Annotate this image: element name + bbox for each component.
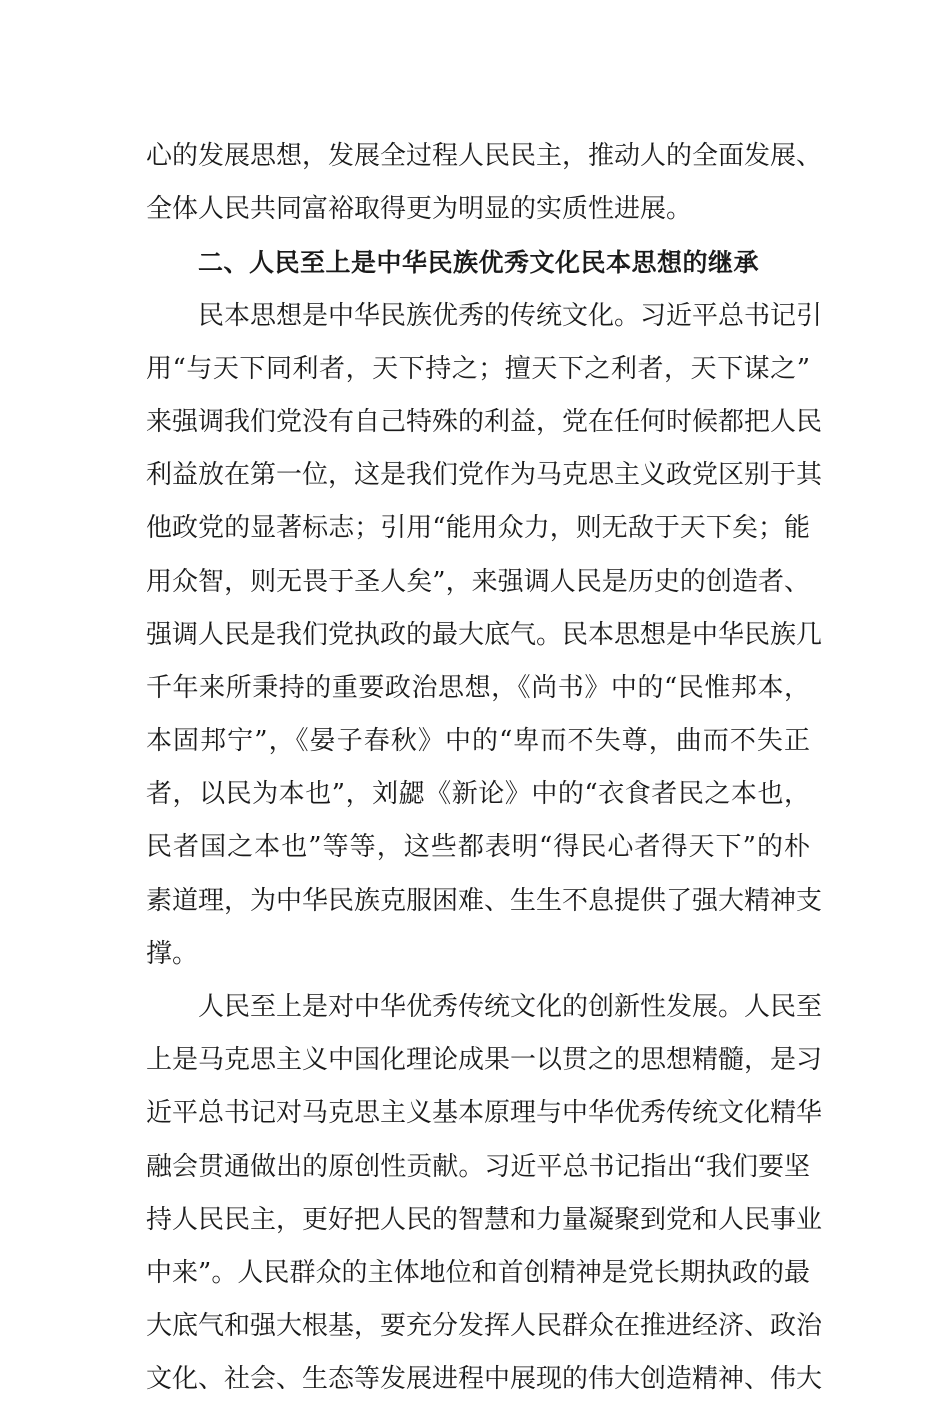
text-line: 民本思想是中华民族优秀的传统文化。习近平总书记引 <box>198 300 823 331</box>
text-line: 民者国之本也”等等，这些都表明“得民心者得天下”的朴 <box>146 832 810 863</box>
text-line: 千年来所秉持的重要政治思想，《尚书》中的“民惟邦本， <box>146 672 810 703</box>
text-line: 上是马克思主义中国化理论成果一以贯之的思想精髓，是习 <box>146 1045 823 1076</box>
text-line: 撑。 <box>146 938 199 969</box>
text-line: 者，以民为本也”，刘勰《新论》中的“衣食者民之本也， <box>146 779 810 810</box>
text-line: 心的发展思想，发展全过程人民民主，推动人的全面发展、 <box>146 141 823 171</box>
text-line: 强调人民是我们党执政的最大底气。民本思想是中华民族几 <box>146 619 823 650</box>
text-line: 融会贯通做出的原创性贡献。习近平总书记指出“我们要坚 <box>146 1151 810 1182</box>
text-line: 大底气和强大根基，要充分发挥人民群众在推进经济、政治 <box>146 1311 823 1342</box>
text-line: 文化、社会、生态等发展进程中展现的伟大创造精神、伟大 <box>146 1364 823 1395</box>
document-page <box>146 130 823 1407</box>
text-line: 近平总书记对马克思主义基本原理与中华优秀传统文化精华 <box>146 1098 823 1129</box>
text-line: 本固邦宁”，《晏子春秋》中的“卑而不失尊，曲而不失正 <box>146 726 810 757</box>
text-line: 用众智，则无畏于圣人矣”，来强调人民是历史的创造者、 <box>146 566 810 597</box>
text-line: 素道理，为中华民族克服困难、生生不息提供了强大精神支 <box>146 885 823 916</box>
text-line: 利益放在第一位，这是我们党作为马克思主义政党区别于其 <box>146 460 823 491</box>
section-heading: 二、人民至上是中华民族优秀文化民本思想的继承 <box>198 248 760 278</box>
text-line: 来强调我们党没有自己特殊的利益，党在任何时候都把人民 <box>146 406 823 437</box>
text-line: 用“与天下同利者，天下持之；擅天下之利者，天下谋之” <box>146 353 810 384</box>
text-line: 他政党的显著标志；引用“能用众力，则无敌于天下矣；能 <box>146 513 810 544</box>
text-line: 持人民民主，更好把人民的智慧和力量凝聚到党和人民事业 <box>146 1204 823 1235</box>
text-line: 中来”。人民群众的主体地位和首创精神是党长期执政的最 <box>146 1257 810 1288</box>
text-line: 全体人民共同富裕取得更为明显的实质性进展。 <box>146 194 693 225</box>
text-line: 人民至上是对中华优秀传统文化的创新性发展。人民至 <box>198 992 823 1022</box>
